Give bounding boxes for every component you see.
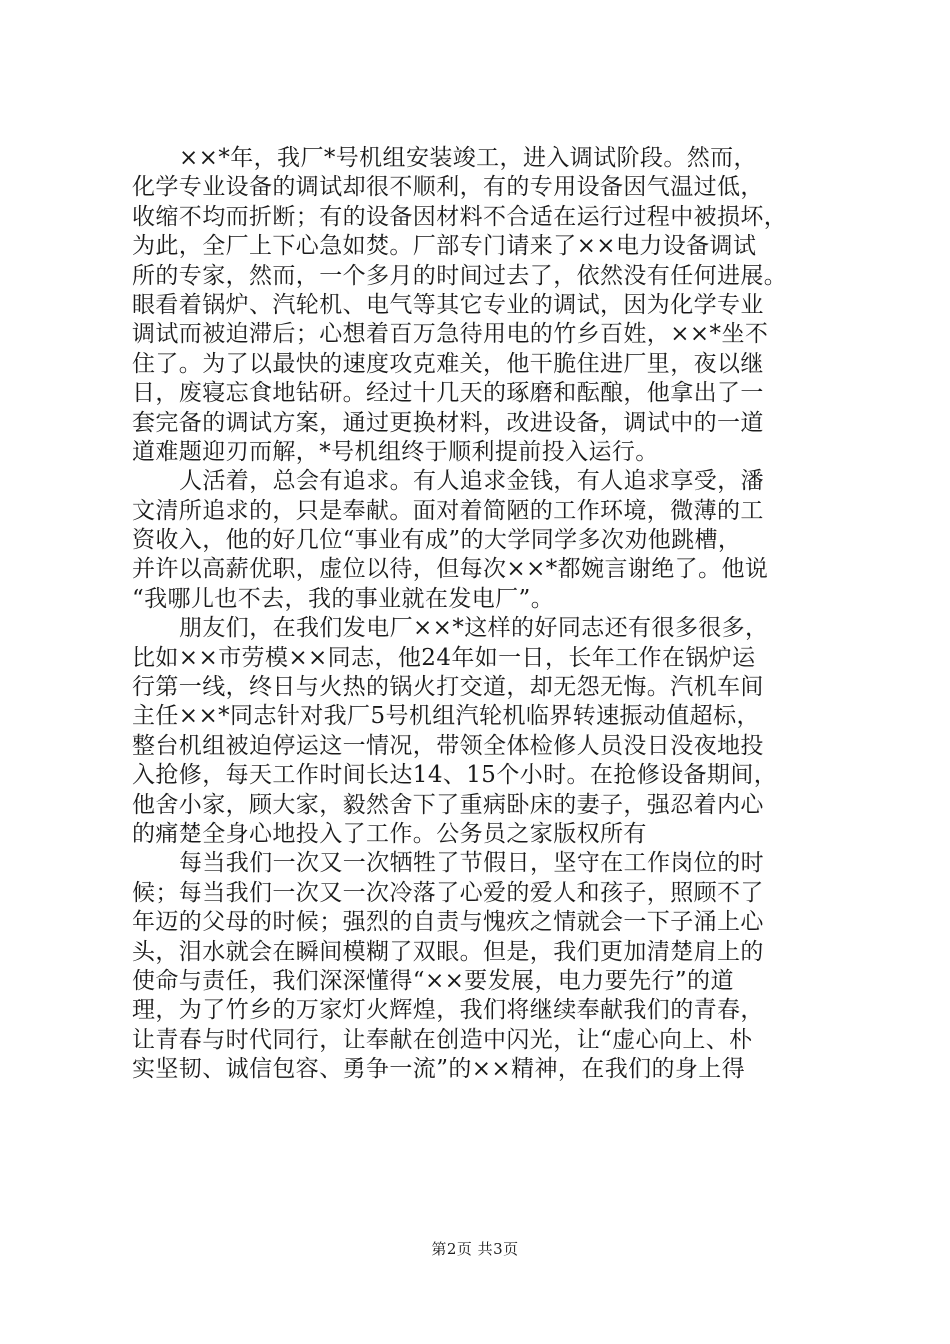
text-line: 头，泪水就会在瞬间模糊了双眼。但是，我们更加清楚肩上的	[132, 938, 764, 965]
text-line: 调试而被迫滞后；心想着百万急待用电的竹乡百姓，××*坐不	[132, 321, 769, 348]
text-line: “我哪儿也不去，我的事业就在发电厂”。	[132, 585, 555, 612]
text-line: 为此，全厂上下心急如焚。厂部专门请来了××电力设备调试	[132, 233, 757, 260]
text-line: 套完备的调试方案，通过更换材料，改进设备，调试中的一道	[132, 409, 764, 436]
document-body	[132, 144, 832, 1085]
text-line: 行第一线，终日与火热的锅火打交道，却无怨无悔。汽机车间	[132, 674, 764, 701]
text-line: 的痛楚全身心地投入了工作。公务员之家版权所有	[132, 820, 647, 847]
text-line: 实坚韧、诚信包容、勇争一流”的××精神，在我们的身上得	[132, 1056, 746, 1083]
text-line: 整台机组被迫停运这一情况，带领全体检修人员没日没夜地投	[132, 732, 764, 759]
text-line: 收缩不均而折断；有的设备因材料不合适在运行过程中被损坏，	[132, 203, 788, 230]
text-line: 比如××市劳模××同志，他24年如一日，长年工作在锅炉运	[132, 644, 756, 671]
page-footer: 第2页 共3页	[431, 1240, 519, 1258]
text-line: 住了。为了以最快的速度攻克难关，他干脆住进厂里，夜以继	[132, 350, 764, 377]
text-line: 眼看着锅炉、汽轮机、电气等其它专业的调试，因为化学专业	[132, 291, 764, 318]
text-line: 年迈的父母的时候；强烈的自责与愧疚之情就会一下子涌上心	[132, 909, 764, 936]
text-line: 并许以高薪优职，虚位以待，但每次××*都婉言谢绝了。他说	[132, 556, 769, 583]
paragraph-first-line: 人活着，总会有追求。有人追求金钱，有人追求享受，潘	[179, 468, 764, 495]
text-line: 入抢修，每天工作时间长达14、15个小时。在抢修设备期间，	[132, 762, 778, 789]
text-line: 他舍小家，顾大家，毅然舍下了重病卧床的妻子，强忍着内心	[132, 791, 764, 818]
text-line: 化学专业设备的调试却很不顺利，有的专用设备因气温过低，	[132, 174, 764, 201]
text-line: 让青春与时代同行，让奉献在创造中闪光，让“虚心向上、朴	[132, 1026, 753, 1053]
paragraph-first-line: 朋友们，在我们发电厂××*这样的好同志还有很多很多，	[179, 615, 769, 642]
paragraph-first-line: ××*年，我厂*号机组安装竣工，进入调试阶段。然而，	[179, 145, 757, 171]
text-line: 所的专家，然而，一个多月的时间过去了，依然没有任何进展。	[132, 262, 788, 289]
paragraph-first-line: 每当我们一次又一次牺牲了节假日，坚守在工作岗位的时	[179, 850, 764, 877]
text-line: 使命与责任，我们深深懂得“××要发展，电力要先行”的道	[132, 967, 734, 994]
text-line: 文清所追求的，只是奉献。面对着简陋的工作环境，微薄的工	[132, 497, 764, 524]
text-line: 理，为了竹乡的万家灯火辉煌，我们将继续奉献我们的青春，	[132, 997, 764, 1024]
text-line: 主任××*同志针对我厂5号机组汽轮机临界转速振动值超标，	[132, 703, 760, 730]
text-line: 资收入，他的好几位“事业有成”的大学同学多次劝他跳槽，	[132, 527, 742, 554]
text-line: 道难题迎刃而解，*号机组终于顺利提前投入运行。	[132, 438, 659, 465]
text-line: 日，废寝忘食地钻研。经过十几天的琢磨和酝酿，他拿出了一	[132, 380, 764, 407]
text-line: 候；每当我们一次又一次冷落了心爱的爱人和孩子，照顾不了	[132, 879, 764, 906]
